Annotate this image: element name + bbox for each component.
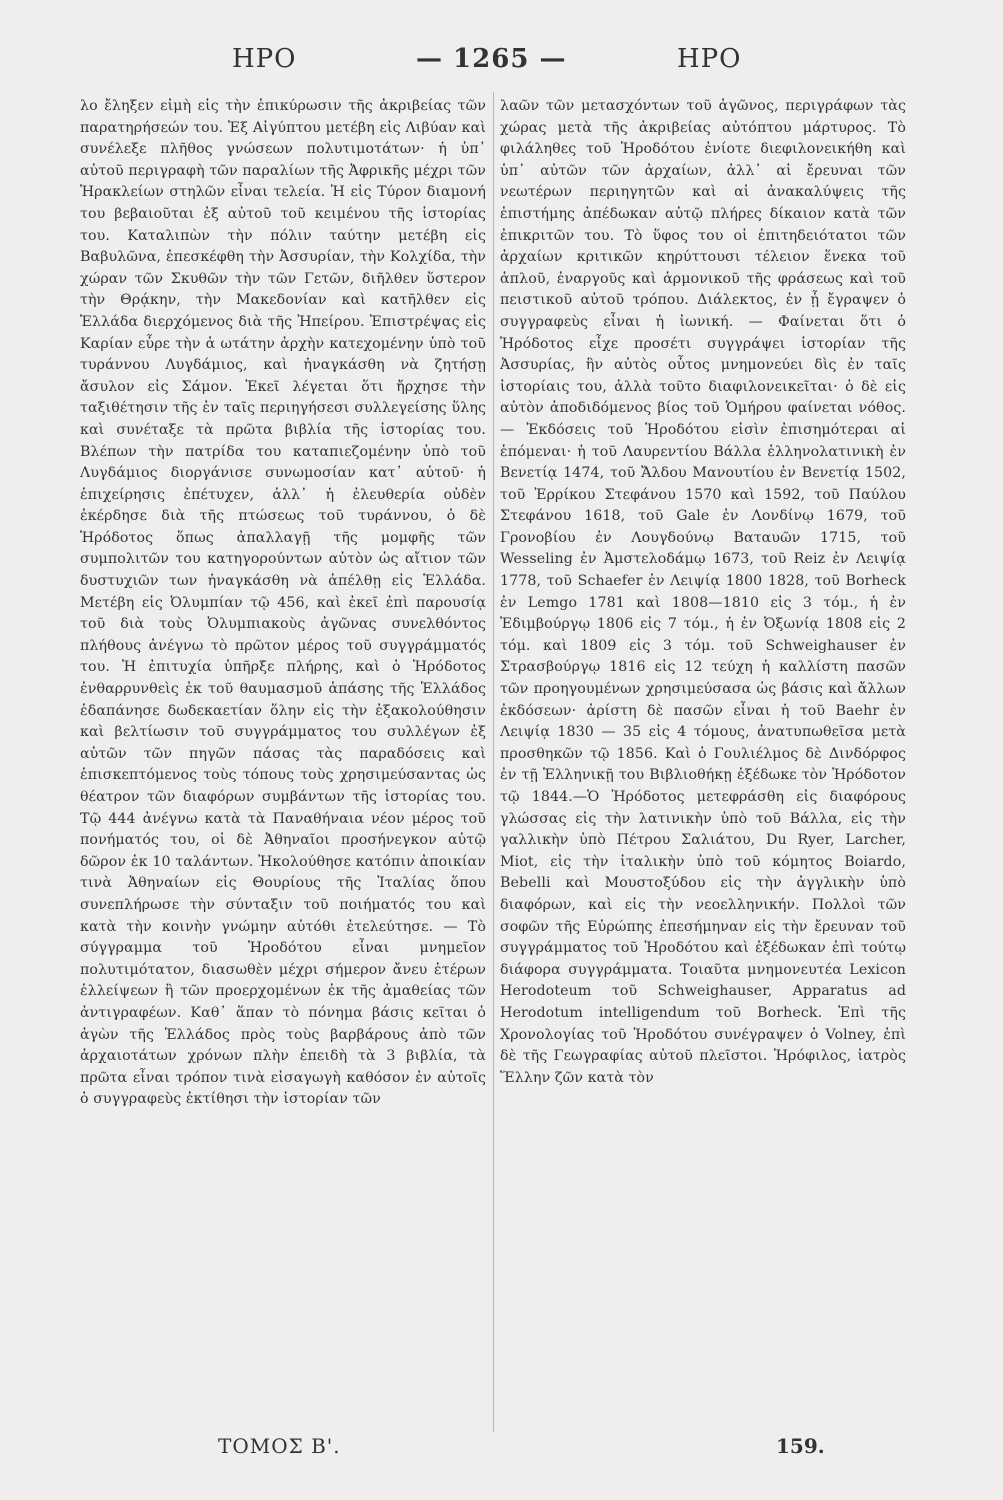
right-column — [500, 96, 906, 1426]
right-column-text: λαῶν τῶν μετασχόντων τοῦ ἀγῶνος, περιγράφων τὰς χώρας μετὰ τῆς ἀκριβείας αὐτόπτου μάρτυρος. Τὸ φιλάληθες τοῦ Ἡροδότου ἐνίοτε διεφιλονεικήθη καὶ ὑπ᾽ αὐτῶν τῶν ἀρχαίων, ἀλλ᾽ αἱ ἔρευναι τῶν νεωτέρων περιηγητῶν καὶ αἱ ἀνακαλύψεις τῆς ἐπιστήμης ἀπέδωκαν αὐτῷ πλήρες δίκαιον κατὰ τῶν ἐπικριτῶν του. Τὸ ὕφος του οἱ ἐπιτηδειότατοι τῶν ἀρχαίων κριτικῶν κηρύττουσι τέλειον ἕνεκα τοῦ ἁπλοῦ, ἐναργοῦς καὶ ἁρμονικοῦ τῆς φράσεως καὶ τοῦ πειστικοῦ αὐτοῦ τρόπου. Διάλεκτος, ἐν ᾗ ἔγραψεν ὁ συγγραφεὺς εἶναι ἡ ἰωνική. — Φαίνεται ὅτι ὁ Ἡρόδοτος εἶχε προσέτι συγγράψει ἱστορίαν τῆς Ἀσσυρίας, ἣν αὐτὸς οὗτος μνημονεύει δὶς ἐν ταῖς ἱστορίαις του, ἀλλὰ τοῦτο διαφιλονεικεῖται· ὁ δὲ εἰς αὐτὸν ἀποδιδόμενος βίος τοῦ Ὁμήρου φαίνεται νόθος. — Ἐκδόσεις τοῦ Ἡροδότου εἰσὶν ἐπισημότεραι αἱ ἑπόμεναι· ἡ τοῦ Λαυρεντίου Βάλλα ἑλληνολατινικὴ ἐν Βενετίᾳ 1474, τοῦ Ἄλδου Μανουτίου ἐν Βενετίᾳ 1502, τοῦ Ἐρρίκου Στεφάνου 1570 καὶ 1592, τοῦ Παύλου Στεφάνου 1618, τοῦ Gale ἐν Λονδίνῳ 1679, τοῦ Γρονοβίου ἐν Λουγδούνῳ Βαταυῶν 1715, τοῦ Wesseling ἐν Ἀμστελοδάμῳ 1673, τοῦ Reiz ἐν Λειψίᾳ 1778, τοῦ Schaefer ἐν Λειψίᾳ 1800 1828, τοῦ Borheck ἐν Lemgo 1781 καὶ 1808—1810 εἰς 3 τόμ., ἡ ἐν Ἐδιμβούργῳ 1806 εἰς 7 τόμ., ἡ ἐν Ὀξωνίᾳ 1808 εἰς 2 τόμ. καὶ 1809 εἰς 3 τόμ. τοῦ Schweighauser ἐν Στρασβούργῳ 1816 εἰς 12 τεύχη ἡ καλλίστη πασῶν τῶν προηγουμένων χρησιμεύσασα ὡς βάσις καὶ ἄλλων ἐκδόσεων· ἀρίστη δὲ πασῶν εἶναι ἡ τοῦ Baehr ἐν Λειψίᾳ 1830 — 35 εἰς 4 τόμους, ἀνατυπωθεῖσα μετὰ προσθηκῶν τῷ 1856. Καὶ ὁ Γουλιέλμος δὲ Δινδόρφος ἐν τῇ Ἑλληνικῇ του Βιβλιοθήκῃ ἐξέδωκε τὸν Ἡρόδοτον τῷ 1844.—Ὁ Ἡρόδοτος μετεφράσθη εἰς διαφόρους γλώσσας εἰς τὴν λατινικὴν ὑπὸ τοῦ Βάλλα, εἰς τὴν γαλλικὴν ὑπὸ Πέτρου Σαλιάτου, Du Ryer, Larcher, Miot, εἰς τὴν ἰταλικὴν ὑπὸ τοῦ κόμητος Boiardo, Bebelli καὶ Μουστοξύδου εἰς τὴν ἀγγλικὴν ὑπὸ διαφόρων, καὶ εἰς τὴν νεοελληνικήν. Πολλοὶ τῶν σοφῶν τῆς Εὐρώπης ἐπεσήμηναν εἰς τὴν ἔρευναν τοῦ συγγράμματος τοῦ Ἡροδότου καὶ ἐξέδωκαν ἐπὶ τούτῳ διάφορα συγγράμματα. Τοιαῦτα μνημονευτέα Lexicon Herodoteum τοῦ Schweighauser, Apparatus ad Herodotum intelligendum τοῦ Borheck. Ἐπὶ τῆς Χρονολογίας τοῦ Ἡροδότου συνέγραψεν ὁ Volney, ἐπὶ δὲ τῆς Γεωγραφίας αὐτοῦ πλεῖστοι. Ἡρόφιλος, ἰατρὸς Ἕλλην ζῶν κατὰ τὸν — [500, 98, 906, 1086]
volume-signature: ΤΟΜΟΣ Β'. — [218, 1434, 341, 1458]
running-header — [0, 44, 1003, 84]
left-column — [80, 96, 486, 1426]
header-right-keyword: ΗΡΟ — [677, 44, 742, 74]
page-footer — [0, 1434, 1003, 1464]
header-left-keyword: ΗΡΟ — [232, 44, 297, 74]
sheet-number: 159. — [776, 1434, 825, 1458]
left-column-text: λο ἔληξεν εἰμὴ εἰς τὴν ἐπικύρωσιν τῆς ἀκριβείας τῶν παρατηρήσεών του. Ἐξ Αἰγύπτου μετέβη εἰς Λιβύαν καὶ συνέλεξε πλῆθος γνώσεων πολυτιμοτάτων· ἡ ὑπ᾽ αὐτοῦ περιγραφὴ τῶν παραλίων τῆς Ἀφρικῆς μέχρι τῶν Ἡρακλείων στηλῶν εἶναι τελεία. Ἡ εἰς Τύρον διαμονή του βεβαιοῦται ἐξ αὐτοῦ τοῦ κειμένου τῆς ἱστορίας του. Καταλιπὼν τὴν πόλιν ταύτην μετέβη εἰς Βαβυλῶνα, ἐπεσκέφθη τὴν Ἀσσυρίαν, τὴν Κολχίδα, τὴν χώραν τῶν Σκυθῶν τὴν τῶν Γετῶν, διῆλθεν ὕστερον τὴν Θρᾴκην, τὴν Μακεδονίαν καὶ κατῆλθεν εἰς Ἑλλάδα διερχόμενος διὰ τῆς Ἠπείρου. Ἐπιστρέψας εἰς Καρίαν εὗρε τὴν ἀ ωτάτην ἀρχὴν κατεχομένην ὑπὸ τοῦ τυράννου Λυγδάμιος, καὶ ἠναγκάσθη νὰ ζητήσῃ ἄσυλον εἰς Σάμον. Ἐκεῖ λέγεται ὅτι ἤρχησε τὴν ταξιθέτησιν τῆς ἐν ταῖς περιηγήσεσι συλλεγείσης ὕλης καὶ συνέταξε τὰ πρῶτα βιβλία τῆς ἱστορίας του. Βλέπων τὴν πατρίδα του καταπιεζομένην ὑπὸ τοῦ Λυγδάμιος διοργάνισε συνωμοσίαν κατ᾽ αὐτοῦ· ἡ ἐπιχείρησις ἐπέτυχεν, ἀλλ᾽ ἡ ἐλευθερία οὐδὲν ἐκέρδησε διὰ τῆς πτώσεως τοῦ τυράννου, ὁ δὲ Ἡρόδοτος ὅπως ἀπαλλαγῇ τῆς μομφῆς τῶν συμπολιτῶν του κατηγορούντων αὐτὸν ὡς αἴτιον τῶν δυστυχιῶν των ἠναγκάσθη νὰ ἀπέλθῃ εἰς Ἑλλάδα. Μετέβη εἰς Ὀλυμπίαν τῷ 456, καὶ ἐκεῖ ἐπὶ παρουσίᾳ τοῦ διὰ τοὺς Ὀλυμπιακοὺς ἀγῶνας συνελθόντος πλήθους ἀνέγνω τὸ πρῶτον μέρος τοῦ συγγράμματός του. Ἡ ἐπιτυχία ὑπῆρξε πλήρης, καὶ ὁ Ἡρόδοτος ἐνθαρρυνθεὶς ἐκ τοῦ θαυμασμοῦ ἁπάσης τῆς Ἑλλάδος ἐδαπάνησε δωδεκαετίαν ὅλην εἰς τὴν ἐξακολούθησιν καὶ βελτίωσιν τοῦ συγγράμματος του συλλέγων ἐξ αὐτῶν τῶν πηγῶν πάσας τὰς παραδόσεις καὶ ἐπισκεπτόμενος τοὺς τόπους τοὺς χρησιμεύσαντας ὡς θέατρον τῶν διαφόρων συμβάντων τῆς ἱστορίας του. Τῷ 444 ἀνέγνω κατὰ τὰ Παναθήναια νέον μέρος τοῦ πονήματός του, οἱ δὲ Ἀθηναῖοι προσήνεγκον αὐτῷ δῶρον ἐκ 10 ταλάντων. Ἠκολούθησε κατόπιν ἀποικίαν τινὰ Ἀθηναίων εἰς Θουρίους τῆς Ἰταλίας ὅπου συνεπλήρωσε τὴν σύνταξιν τοῦ ποιήματός του καὶ κατὰ τὴν κοινὴν γνώμην αὐτόθι ἐτελεύτησε. — Τὸ σύγγραμμα τοῦ Ἡροδότου εἶναι μνημεῖον πολυτιμότατον, διασωθὲν μέχρι σήμερον ἄνευ ἑτέρων ἐλλείψεων ἢ τῶν προερχομένων ἐκ τῆς ἀμαθείας τῶν ἀντιγραφέων. Καθ᾽ ἅπαν τὸ πόνημα βάσις κεῖται ὁ ἀγὼν τῆς Ἑλλάδος πρὸς τοὺς βαρβάρους ἀπὸ τῶν ἀρχαιοτάτων χρόνων πλὴν ἐπειδὴ τὰ 3 βιβλία, τὰ πρῶτα εἶναι τρόπον τινὰ εἰσαγωγὴ καθόσον ἐν αὐτοῖς ὁ συγγραφεὺς ἐκτίθησι τὴν ἱστορίαν τῶν — [80, 98, 486, 1108]
page-number: — 1265 — — [416, 44, 567, 74]
column-divider — [493, 92, 494, 1432]
